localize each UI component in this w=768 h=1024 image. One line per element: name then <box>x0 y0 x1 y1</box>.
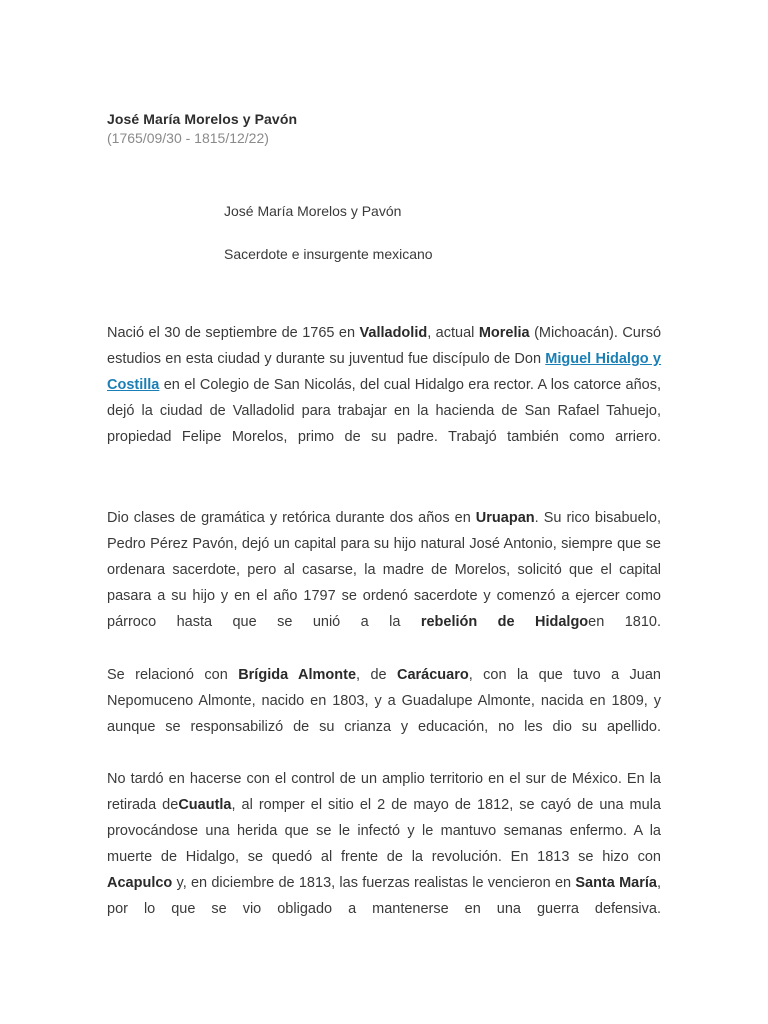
text: No tardó en hacerse con el control de un amplio territorio en el sur de México. En la retirada de <box>107 771 661 813</box>
text: en 1810. <box>588 614 662 630</box>
text: , por lo que se vio obligado a mantenerse en una guerra defensiva. <box>107 875 661 917</box>
bold-place: Carácuaro <box>397 667 469 683</box>
paragraph-birth <box>107 320 661 450</box>
bold-place: Santa María <box>575 875 657 891</box>
text: , al romper el sitio el 2 de mayo de 1812, se cayó de una mula provocándose una herida que se le infectó y le mantuvo semanas enfermo. A la muerte de Hidalgo, se quedó al frente de la revolución. En 1813 se hizo con <box>107 797 661 865</box>
text: . Su rico bisabuelo, Pedro Pérez Pavón, dejó un capital para su hijo natural José Antonio, siempre que se ordenara sacerdote, pero al casarse, la madre de Morelos, solicitó que el capital pasara a su hijo y en el año 1797 se ordenó sacerdote y comenzó a ejercer como párroco hasta que se unió a la <box>107 510 661 630</box>
bold-term: rebelión de Hidalgo <box>420 614 589 630</box>
bold-place: Acapulco <box>107 875 173 891</box>
text: en el Colegio de San Nicolás, del cual Hidalgo era rector. A los catorce años, dejó la ciudad de Valladolid para trabajar en la hacienda de San Rafael Tahuejo, propiedad Felipe Morelos, primo de su padre. Trabajó también como arriero. <box>107 377 661 445</box>
text: Se relacionó con <box>107 667 239 683</box>
text: Nació el 30 de septiembre de 1765 en <box>107 325 360 341</box>
paragraph-education <box>107 505 661 635</box>
text: , actual <box>427 325 479 341</box>
link-miguel-hidalgo[interactable]: Miguel Hidalgo y Costilla <box>107 351 661 393</box>
image-caption-role: Sacerdote e insurgente mexicano <box>224 246 433 262</box>
image-caption-name: José María Morelos y Pavón <box>224 203 402 219</box>
bold-place: Uruapan <box>475 510 535 526</box>
bold-name: Brígida Almonte <box>238 667 357 683</box>
paragraph-family <box>107 662 661 740</box>
text: , con la que tuvo a Juan Nepomuceno Almonte, nacido en 1803, y a Guadalupe Almonte, nacida en 1809, y aunque se responsabilizó de su crianza y educación, no les dio su apellido. <box>107 667 661 735</box>
bold-place: Valladolid <box>359 325 428 341</box>
text: Dio clases de gramática y retórica durante dos años en <box>107 510 476 526</box>
paragraph-war <box>107 766 661 922</box>
bold-place: Morelia <box>478 325 530 341</box>
document-title: José María Morelos y Pavón <box>107 111 298 127</box>
text: y, en diciembre de 1813, las fuerzas realistas le vencieron en <box>172 875 576 891</box>
document-dates: (1765/09/30 - 1815/12/22) <box>107 130 269 146</box>
text: (Michoacán). Cursó estudios en esta ciudad y durante su juventud fue discípulo de Don <box>107 325 662 367</box>
text: , de <box>356 667 397 683</box>
bold-place: Cuautla <box>178 797 232 813</box>
